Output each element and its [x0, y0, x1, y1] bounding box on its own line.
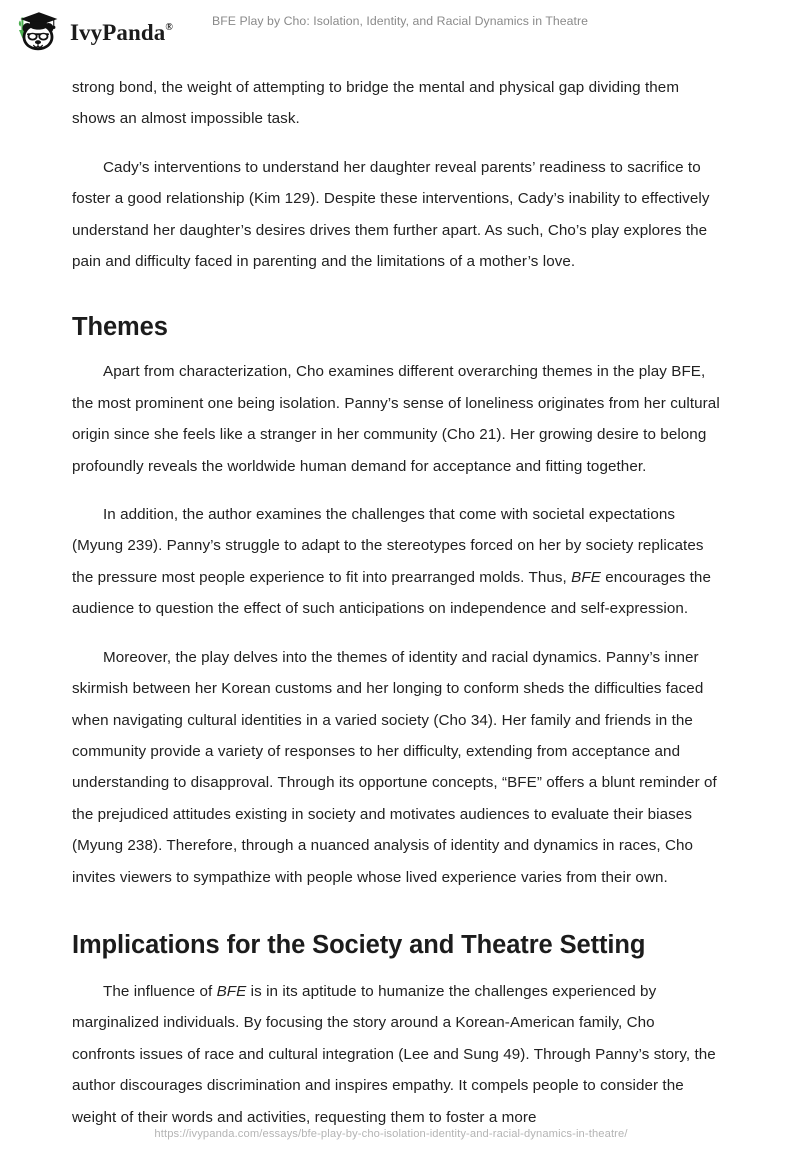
page-header [0, 0, 800, 62]
paragraph-continuation: strong bond, the weight of attempting to bridge the mental and physical gap dividing them shows an almost impossible task. [72, 79, 680, 128]
heading-themes: Themes [72, 313, 168, 342]
page-footer [0, 1124, 800, 1142]
paragraph-isolation-theme: Apart from characterization, Cho examines different overarching themes in the play BFE, the most prominent one being isolation. Panny’s sense of loneliness originates from her cultural origin since she feels like a stranger in her community (Cho 21). Her growing desire to belong profoundly reveals the worldwide human demand for acceptance and fitting together. [72, 363, 720, 475]
paragraph-identity-racial-dynamics: Moreover, the play delves into the themes of identity and racial dynamics. Panny’s inner skirmish between her Korean customs and her longing to conform sheds the difficulties faced when navigating cultural identities in a varied society (Cho 34). Her family and friends in the community provide a variety of responses to her difficulty, extending from acceptance and understanding to disapproval. Through its opportune concepts, “BFE” offers a blunt reminder of the prejudiced attitudes existing in society and motivates audiences to evaluate their biases (Myung 238). Therefore, through a nuanced analysis of identity and dynamics in races, Cho invites viewers to sympathize with people whose lived experience varies from their own. [72, 648, 717, 886]
brand-name: IvyPanda® [70, 19, 173, 45]
heading-implications: Implications for the Society and Theatre Setting [72, 930, 646, 959]
paragraph-societal-expectations: In addition, the author examines the challenges that come with societal expectations (Myung 239). Panny’s struggle to adapt to the stereotypes forced on her by society replicates the pressure most people experience to fit into prearranged molds. Thus, BFE encourages the audience to question the effect of such anticipations on independence and self-expression. [72, 506, 711, 618]
registered-trademark-mark: ® [165, 21, 173, 33]
paragraph-influence-of-bfe: The influence of BFE is in its aptitude to humanize the challenges experienced by marginalized individuals. By focusing the story around a Korean-American family, Cho confronts issues of race and cultural integration (Lee and Sung 49). Through Panny’s story, the author discourages discrimination and inspires empathy. It compels people to consider the weight of their words and activities, requesting them to foster a more [72, 982, 716, 1126]
document-title: BFE Play by Cho: Isolation, Identity, and Racial Dynamics in Theatre [211, 14, 589, 28]
source-url[interactable]: https://ivypanda.com/essays/bfe-play-by-cho-isolation-identity-and-racial-dynamics-in-theatre/ [154, 1128, 628, 1140]
paragraph-cady-interventions: Cady’s interventions to understand her daughter reveal parents’ readiness to sacrifice to foster a good relationship (Kim 129). Despite these interventions, Cady’s inability to effectively understand her daughter’s desires drives them further apart. As such, Cho’s play explores the pain and difficulty faced in parenting and the limitations of a mother’s love. [72, 158, 710, 271]
document-content [72, 72, 720, 1133]
